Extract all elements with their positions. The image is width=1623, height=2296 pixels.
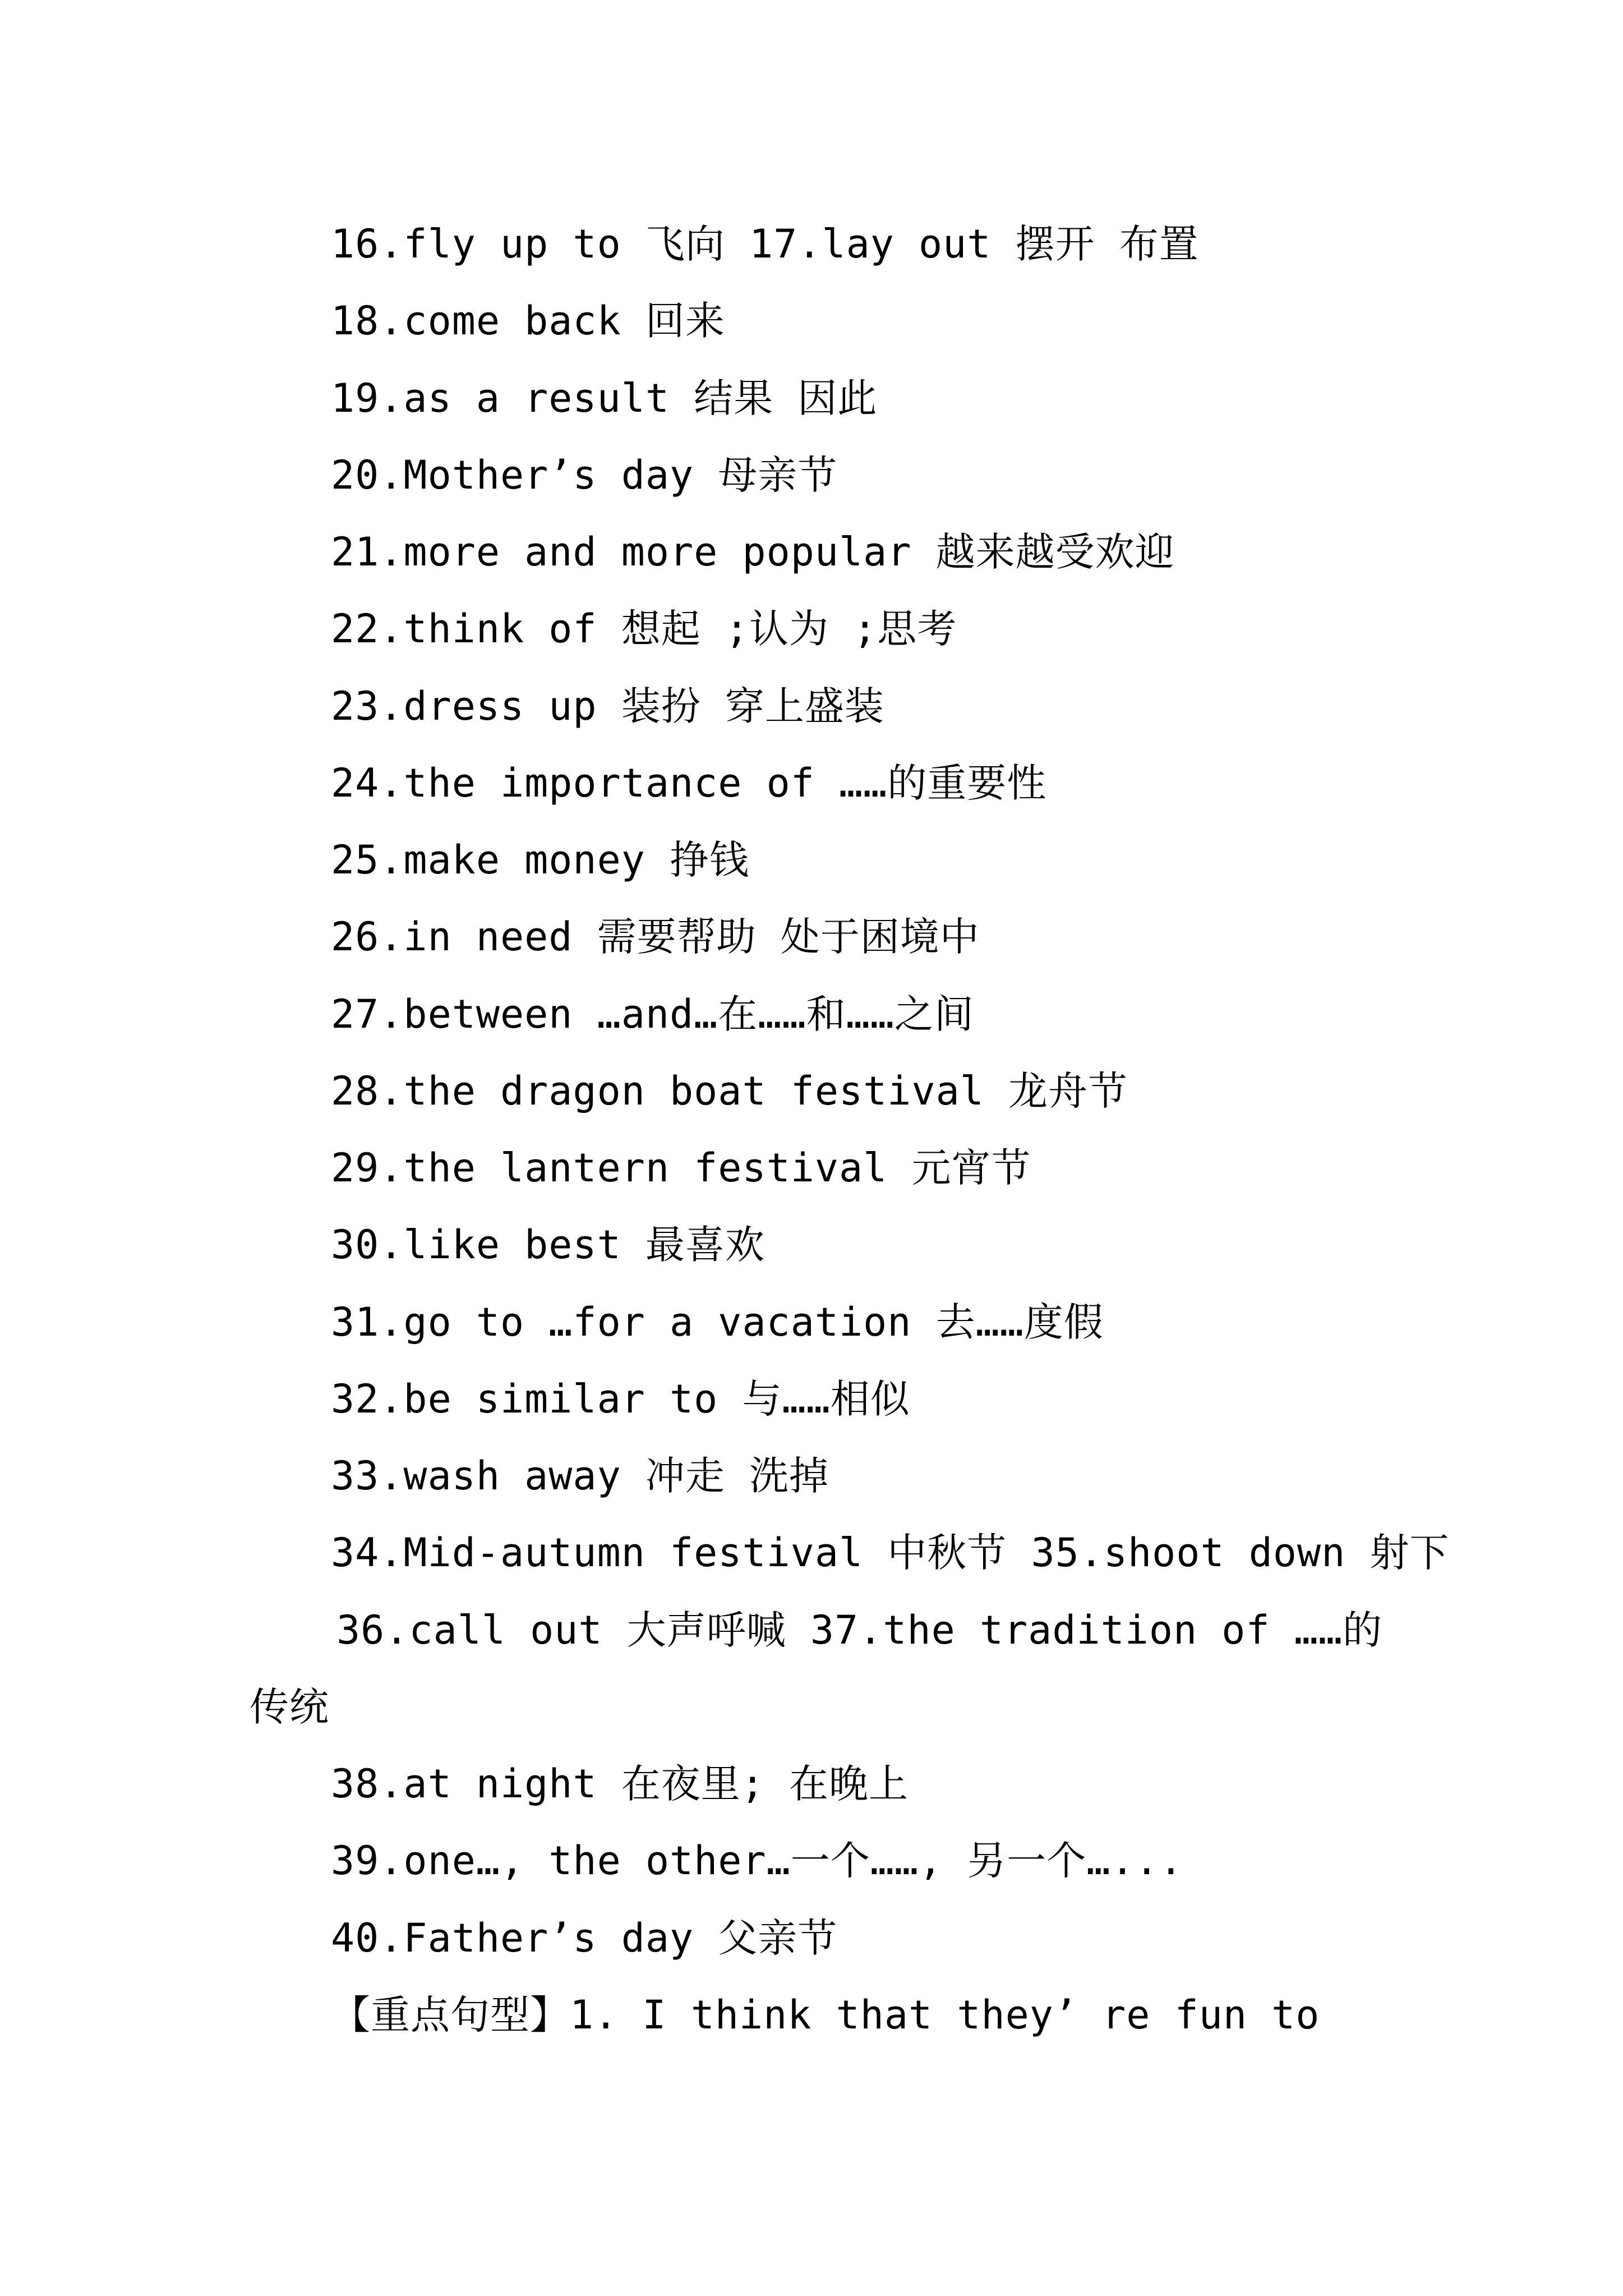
vocab-line-18: 18.come back 回来	[331, 298, 725, 344]
vocab-line-27: 27.between …and…在……和……之间	[331, 991, 974, 1037]
vocab-line-28: 28.the dragon boat festival 龙舟节	[331, 1068, 1128, 1114]
vocab-line-40: 40.Father’s day 父亲节	[331, 1915, 838, 1961]
vocab-line-23: 23.dress up 装扮 穿上盛装	[331, 683, 884, 729]
vocab-line-20: 20.Mother’s day 母亲节	[331, 452, 838, 498]
vocab-line-26: 26.in need 需要帮助 处于困境中	[331, 914, 980, 960]
vocab-line-38: 38.at night 在夜里; 在晚上	[331, 1761, 909, 1807]
vocab-line-36: 36.call out 大声呼喊 37.the tradition of ……的	[336, 1607, 1383, 1653]
vocab-line-32: 32.be similar to 与……相似	[331, 1376, 910, 1422]
vocab-line-30: 30.like best 最喜欢	[331, 1222, 765, 1268]
vocab-line-25: 25.make money 挣钱	[331, 837, 750, 883]
vocab-line-21: 21.more and more popular 越来越受欢迎	[331, 529, 1175, 575]
vocab-line-29: 29.the lantern festival 元宵节	[331, 1145, 1031, 1191]
vocab-line-33: 33.wash away 冲走 洗掉	[331, 1453, 829, 1499]
vocab-line-24: 24.the importance of ……的重要性	[331, 760, 1047, 806]
vocab-line-34: 34.Mid-autumn festival 中秋节 35.shoot down 射下	[331, 1530, 1450, 1576]
vocab-line-39: 39.one…, the other…一个……, 另一个…...	[331, 1838, 1183, 1884]
vocab-line-22: 22.think of 想起 ;认为 ;思考	[331, 606, 957, 652]
key-sentence-heading: 【重点句型】1. I think that they’ re fun to	[331, 1992, 1320, 2038]
vocab-line-16: 16.fly up to 飞向 17.lay out 摆开 布置	[331, 221, 1199, 267]
vocab-line-31: 31.go to …for a vacation 去……度假	[331, 1299, 1104, 1345]
vocab-line-36-continued: 传统	[250, 1684, 329, 1730]
vocab-line-19: 19.as a result 结果 因此	[331, 375, 878, 421]
